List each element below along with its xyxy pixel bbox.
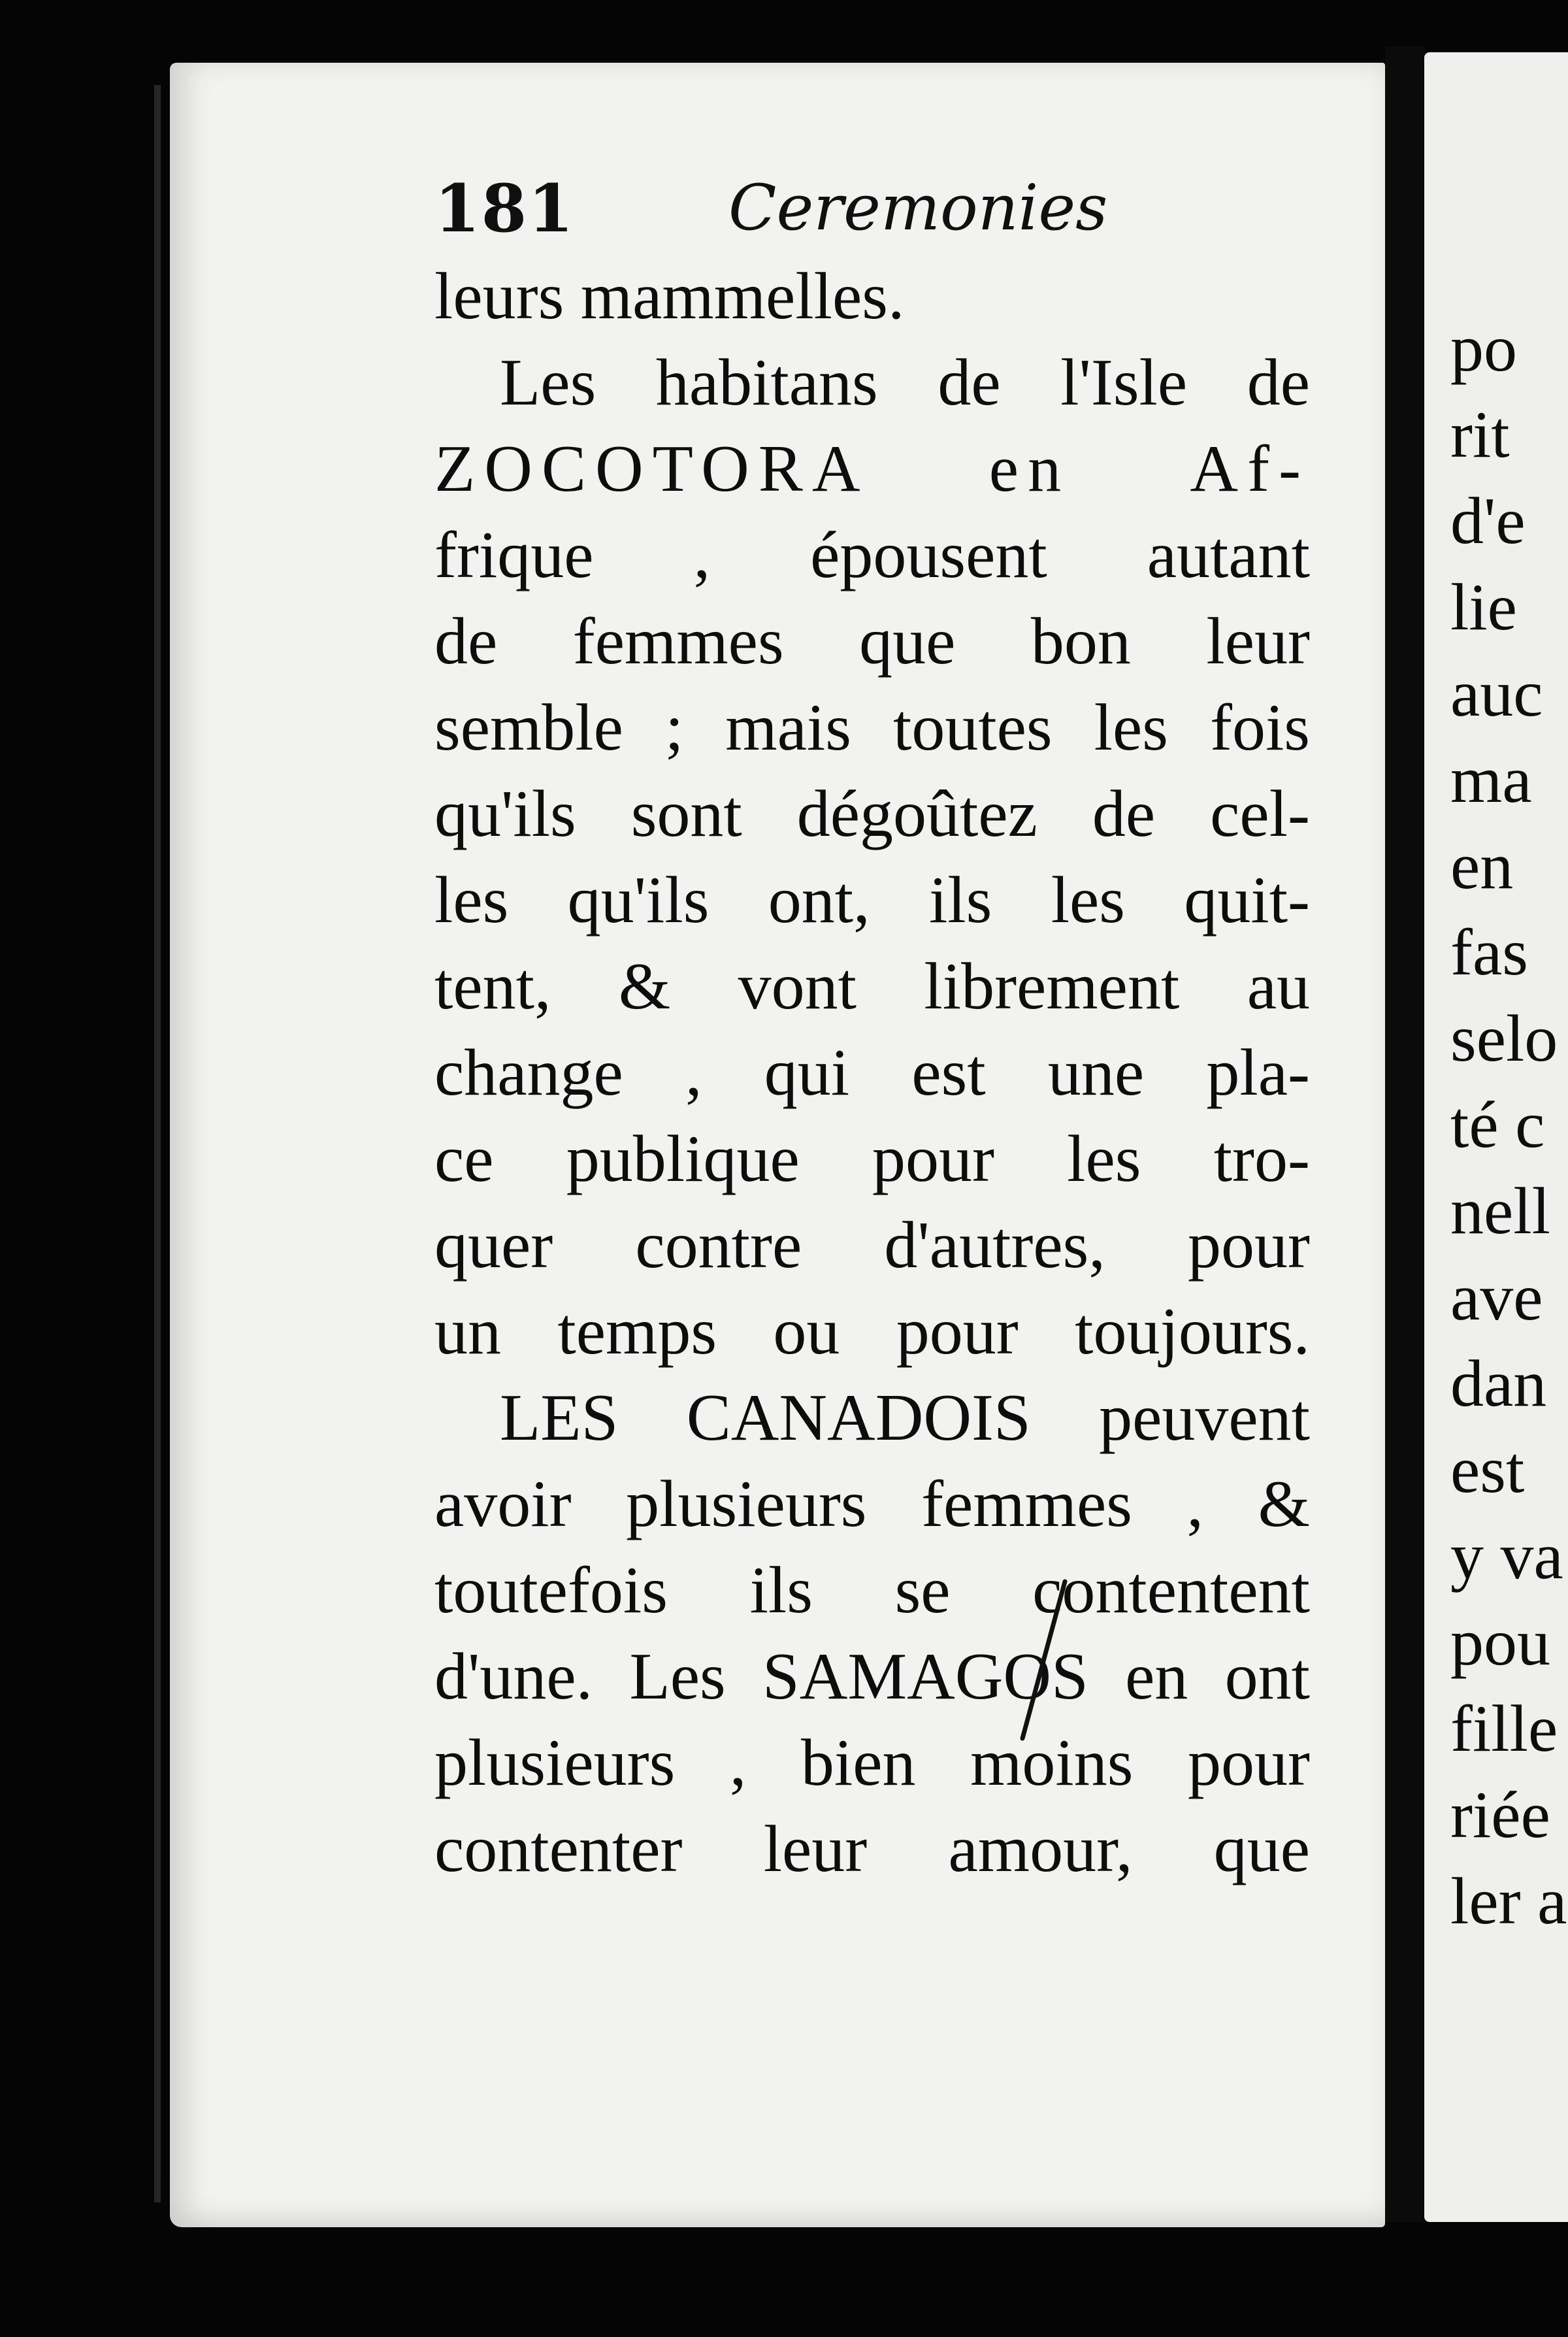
text-line: LES CANADOIS peuvent xyxy=(500,1381,1310,1455)
facing-page xyxy=(1424,52,1568,2222)
text-line: frique , épousent autant xyxy=(434,518,1310,592)
facing-page-fragment: ler a xyxy=(1450,1865,1567,1938)
facing-page-fragment: té c xyxy=(1450,1088,1545,1162)
facing-page-fragment: fas xyxy=(1450,916,1528,989)
text-line: qu'ils sont dégoûtez de cel- xyxy=(434,777,1310,851)
text-line: quer contre d'autres, pour xyxy=(434,1208,1310,1282)
text-line: un temps ou pour toujours. xyxy=(434,1295,1310,1368)
facing-page-fragment: est xyxy=(1450,1433,1525,1507)
text-line: les qu'ils ont, ils les quit- xyxy=(434,863,1310,937)
facing-page-text xyxy=(1450,306,1567,1945)
facing-page-fragment: en xyxy=(1450,829,1514,903)
book-gutter xyxy=(1385,46,1424,2222)
text-line: change , qui est une pla- xyxy=(434,1036,1310,1110)
running-title: Ceremonies xyxy=(728,171,1108,244)
text-line: ZOCOTORA en Af- xyxy=(434,432,1310,506)
facing-page-fragment: rit xyxy=(1450,398,1510,472)
facing-page-fragment: ma xyxy=(1450,743,1532,817)
text-line: semble ; mais toutes les fois xyxy=(434,691,1310,765)
facing-page-fragment: auc xyxy=(1450,657,1543,731)
text-line: ce publique pour les tro- xyxy=(434,1122,1310,1196)
facing-page-fragment: selo xyxy=(1450,1002,1558,1076)
text-line: toutefois ils se contentent xyxy=(434,1553,1310,1627)
text-line: contenter leur amour, que xyxy=(434,1812,1310,1886)
facing-page-fragment: pou xyxy=(1450,1606,1550,1680)
facing-page-fragment: ave xyxy=(1450,1261,1543,1334)
facing-page-fragment: d'e xyxy=(1450,484,1526,558)
text-line: avoir plusieurs femmes , & xyxy=(434,1467,1310,1541)
facing-page-fragment: fille xyxy=(1450,1692,1558,1766)
text-line: leurs mammelles. xyxy=(434,259,905,333)
facing-page-fragment: nell xyxy=(1450,1174,1550,1248)
text-line: tent, & vont librement au xyxy=(434,950,1310,1023)
facing-page-fragment: riée xyxy=(1450,1778,1550,1852)
text-line: Les habitans de l'Isle de xyxy=(500,346,1310,420)
facing-page-fragment: y va xyxy=(1450,1519,1563,1593)
text-line: de femmes que bon leur xyxy=(434,605,1310,678)
text-line: d'une. Les SAMAGOS en ont xyxy=(434,1640,1310,1714)
page-number: 181 xyxy=(434,170,575,247)
facing-page-fragment: dan xyxy=(1450,1347,1547,1421)
facing-page-fragment: po xyxy=(1450,312,1517,386)
text-line: plusieurs , bien moins pour xyxy=(434,1726,1310,1800)
facing-page-fragment: lie xyxy=(1450,571,1517,644)
